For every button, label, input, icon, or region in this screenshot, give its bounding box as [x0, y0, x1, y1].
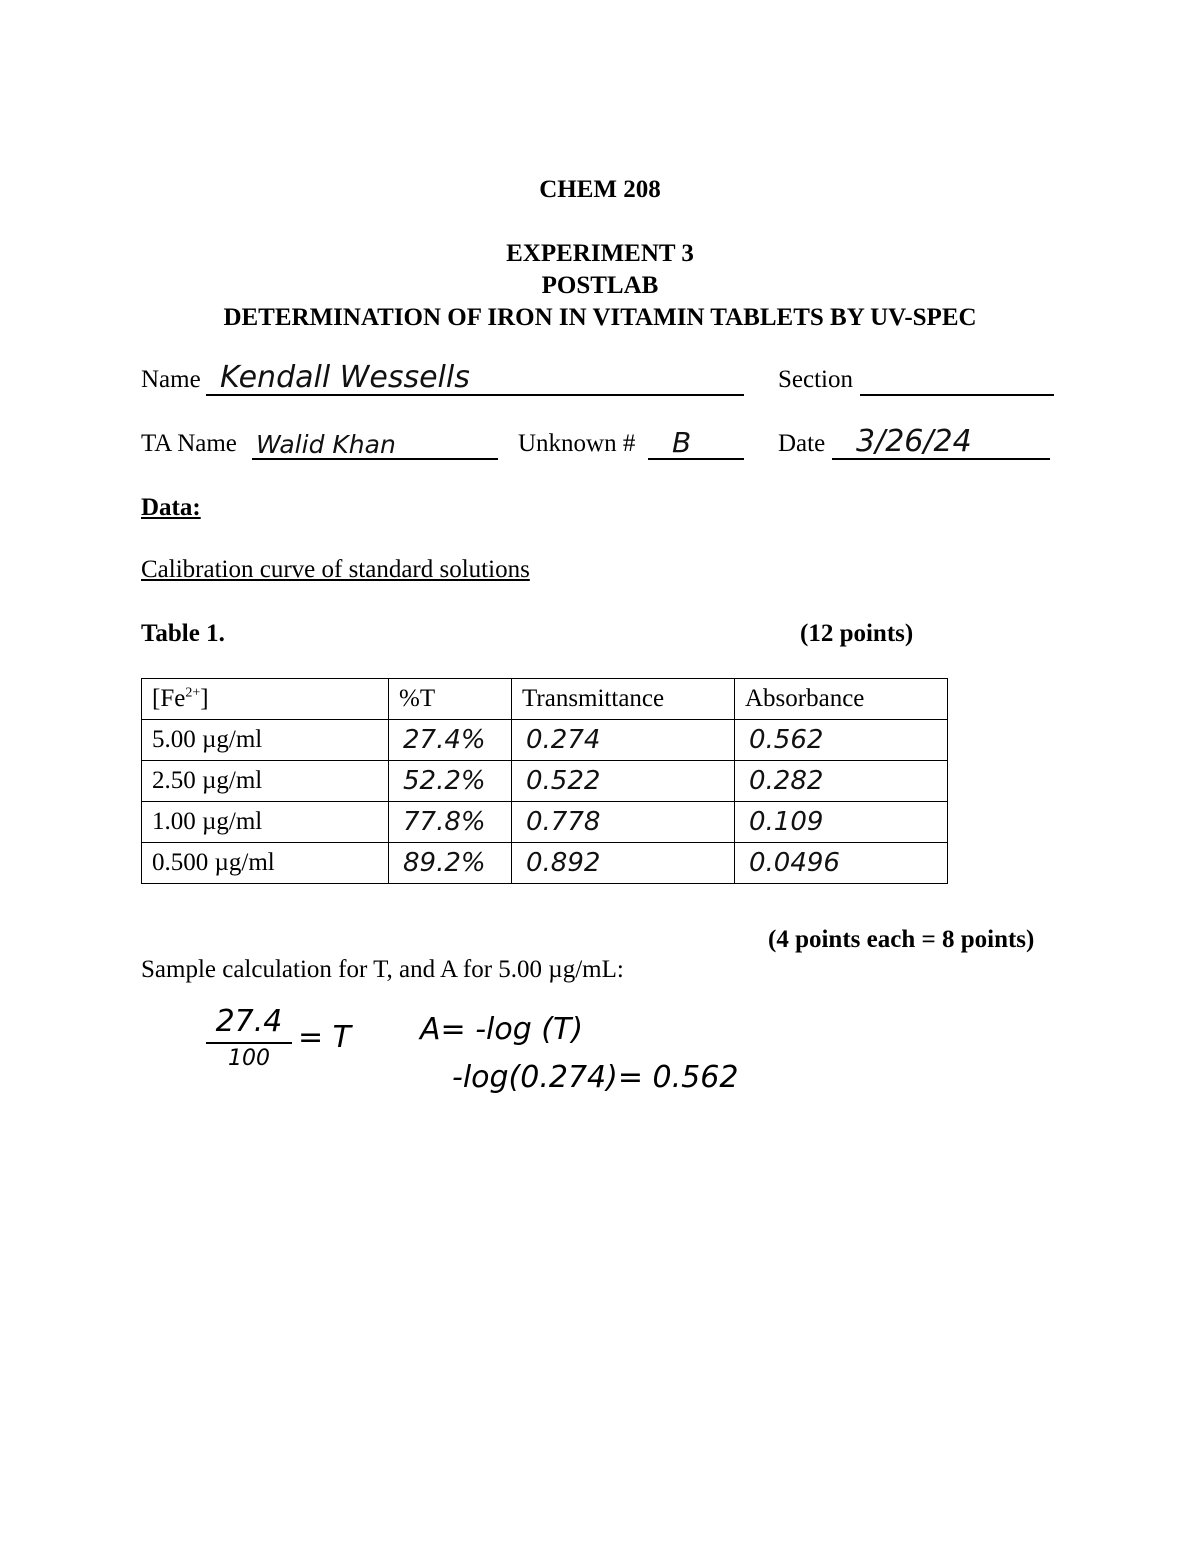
table-header-row: [142, 679, 948, 720]
section-field[interactable]: [860, 366, 1054, 396]
cell-percent-t: 77.8%: [389, 802, 512, 843]
ta-name-value: Walid Khan: [256, 430, 396, 459]
document-title: DETERMINATION OF IRON IN VITAMIN TABLETS BY UV-SPEC: [223, 304, 977, 331]
cell-percent-t: 52.2%: [389, 761, 512, 802]
header-concentration: $[Fe^{2+}]$: [142, 679, 389, 720]
fraction-numerator: 27.4: [215, 1004, 283, 1039]
calibration-subheading: Calibration curve of standard solutions: [141, 556, 530, 583]
table-row: [142, 802, 948, 843]
unknown-label: Unknown #: [518, 430, 636, 457]
cell-concentration: 0.500 µg/ml: [142, 843, 389, 884]
equals-t: = T: [298, 1020, 351, 1055]
date-value: 3/26/24: [856, 424, 972, 459]
header-transmittance: Transmittance: [512, 679, 735, 720]
table-row: [142, 843, 948, 884]
course-title: CHEM 208: [539, 176, 661, 203]
section-label: Section: [778, 366, 853, 393]
absorbance-formula: A= -log (T): [420, 1012, 584, 1047]
sample-points: (4 points each = 8 points): [768, 926, 1035, 953]
cell-transmittance: 0.778: [512, 802, 735, 843]
cell-concentration: 2.50 µg/ml: [142, 761, 389, 802]
name-label: Name: [141, 366, 201, 393]
fraction-denominator: 100: [228, 1046, 270, 1071]
cell-absorbance: 0.109: [735, 802, 948, 843]
cell-concentration: 5.00 µg/ml: [142, 720, 389, 761]
fraction: [206, 1004, 292, 1072]
cell-transmittance: 0.274: [512, 720, 735, 761]
absorbance-calculation: -log(0.274)= 0.562: [452, 1060, 739, 1095]
cell-absorbance: 0.562: [735, 720, 948, 761]
data-heading: Data:: [141, 494, 201, 521]
name-value: Kendall Wessells: [220, 360, 470, 395]
cell-concentration: 1.00 µg/ml: [142, 802, 389, 843]
unknown-value: B: [672, 426, 692, 459]
cell-percent-t: 27.4%: [389, 720, 512, 761]
cell-percent-t: 89.2%: [389, 843, 512, 884]
header-percent-t: %T: [389, 679, 512, 720]
cell-transmittance: 0.522: [512, 761, 735, 802]
postlab-title: POSTLAB: [541, 272, 659, 299]
table-row: [142, 761, 948, 802]
table-row: [142, 720, 948, 761]
ta-name-field[interactable]: [252, 430, 498, 460]
ta-name-label: TA Name: [141, 430, 237, 457]
fraction-bar: [206, 1042, 292, 1044]
header-absorbance: Absorbance: [735, 679, 948, 720]
sample-prompt: Sample calculation for T, and A for 5.00 µg/mL:: [141, 956, 624, 983]
unknown-field[interactable]: [648, 426, 744, 460]
cell-absorbance: 0.282: [735, 761, 948, 802]
experiment-title: EXPERIMENT 3: [506, 240, 694, 267]
date-field[interactable]: [832, 424, 1050, 460]
table-points: (12 points): [800, 620, 914, 647]
cell-transmittance: 0.892: [512, 843, 735, 884]
cell-absorbance: 0.0496: [735, 843, 948, 884]
name-field[interactable]: [206, 360, 744, 396]
calibration-table: [141, 678, 948, 884]
table-label: Table 1.: [141, 620, 225, 647]
date-label: Date: [778, 430, 826, 457]
